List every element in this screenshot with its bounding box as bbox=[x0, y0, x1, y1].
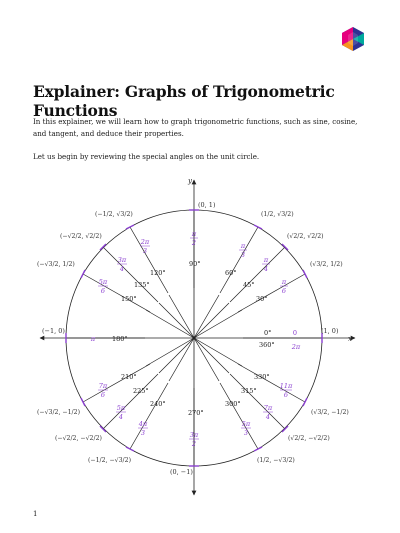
rad-3pi-2-num: 3π bbox=[189, 431, 199, 439]
deg-330: 330° bbox=[254, 373, 270, 381]
rad-2pi-3-num: 2π bbox=[140, 238, 150, 246]
rad-pi-3-den: 3 bbox=[240, 251, 246, 259]
coord-q2-150: (−√3/2, 1/2) bbox=[37, 261, 75, 268]
rad-2pi: 2π bbox=[291, 343, 301, 351]
rad-7pi-4-den: 4 bbox=[265, 413, 271, 421]
intro-paragraph: In this explainer, we will learn how to graph trigonometric functions, such as sine, cosine, and tangent, and deduce their properties. bbox=[33, 117, 358, 138]
deg-45: 45° bbox=[243, 281, 255, 289]
rad-5pi-6-num: 5π bbox=[98, 278, 108, 286]
deg-315: 315° bbox=[241, 387, 257, 395]
deg-30: 30° bbox=[256, 295, 268, 303]
rad-5pi-4-den: 4 bbox=[118, 413, 124, 421]
rad-3pi-4-den: 4 bbox=[119, 265, 125, 273]
rad-11pi-6-den: 6 bbox=[283, 391, 289, 399]
deg-120: 120° bbox=[150, 269, 166, 277]
deg-225: 225° bbox=[133, 387, 149, 395]
deg-150: 150° bbox=[121, 295, 137, 303]
coord-bottom: (0, −1) bbox=[170, 468, 193, 476]
coord-q2-120: (−1/2, √3/2) bbox=[95, 211, 133, 218]
rad-pi-2-num: π bbox=[191, 230, 197, 238]
rad-3pi-4-num: 3π bbox=[117, 256, 127, 264]
rad-pi-6-den: 6 bbox=[281, 287, 287, 295]
coord-q3-210: (−√3/2, −1/2) bbox=[37, 409, 80, 416]
deg-210: 210° bbox=[121, 373, 137, 381]
coord-q3-225: (−√2/2, −√2/2) bbox=[55, 435, 102, 442]
deg-360: 360° bbox=[259, 341, 275, 349]
coord-q4-300: (1/2, −√3/2) bbox=[257, 457, 295, 464]
rad-4pi-3-den: 3 bbox=[140, 429, 146, 437]
page-number: 1 bbox=[33, 510, 38, 518]
rad-5pi-4-num: 5π bbox=[116, 404, 126, 412]
deg-135: 135° bbox=[134, 281, 150, 289]
coord-q1-45: (√2/2, √2/2) bbox=[287, 233, 324, 240]
rad-7pi-6-num: 7π bbox=[98, 382, 108, 390]
rad-2pi-3-den: 3 bbox=[142, 247, 148, 255]
rad-0: 0 bbox=[292, 329, 298, 337]
rad-pi-4-den: 4 bbox=[263, 265, 269, 273]
coord-q4-330: (√3/2, −1/2) bbox=[311, 409, 349, 416]
deg-90: 90° bbox=[189, 260, 201, 268]
deg-270: 270° bbox=[188, 409, 204, 417]
deg-0: 0° bbox=[264, 329, 272, 337]
coord-top: (0, 1) bbox=[198, 201, 216, 209]
rad-pi-2-den: 2 bbox=[191, 239, 197, 247]
deg-60: 60° bbox=[225, 269, 237, 277]
rad-pi-6-num: π bbox=[281, 278, 287, 286]
rad-7pi-6-den: 6 bbox=[100, 391, 106, 399]
rad-7pi-4-num: 7π bbox=[263, 404, 273, 412]
coord-left: (−1, 0) bbox=[42, 327, 65, 335]
coord-q4-315: (√2/2, −√2/2) bbox=[288, 435, 330, 442]
deg-240: 240° bbox=[150, 400, 166, 408]
coord-q2-135: (−√2/2, √2/2) bbox=[60, 233, 102, 240]
coord-q1-30: (√3/2, 1/2) bbox=[310, 261, 343, 268]
rad-pi-3-num: π bbox=[240, 242, 246, 250]
rad-5pi-3-den: 3 bbox=[243, 429, 249, 437]
deg-180: 180° bbox=[112, 335, 128, 343]
coord-right: (1, 0) bbox=[321, 327, 339, 335]
coord-q1-60: (1/2, √3/2) bbox=[261, 211, 294, 218]
deg-300: 300° bbox=[225, 400, 241, 408]
rad-pi-4-num: π bbox=[263, 256, 269, 264]
rad-11pi-6-num: 11π bbox=[279, 382, 293, 390]
rad-pi: π bbox=[90, 335, 96, 343]
angle-spokes bbox=[66, 210, 322, 466]
rad-4pi-3-num: 4π bbox=[138, 420, 148, 428]
page-title: Explainer: Graphs of Trigonometric Functions bbox=[33, 82, 335, 120]
lead-paragraph: Let us begin by reviewing the special angles on the unit circle. bbox=[33, 152, 260, 161]
rad-5pi-3-num: 5π bbox=[241, 420, 251, 428]
rad-5pi-6-den: 6 bbox=[100, 287, 106, 295]
y-axis-label: y bbox=[188, 177, 192, 185]
x-axis-label: x bbox=[348, 335, 352, 343]
coord-q3-240: (−1/2, −√3/2) bbox=[88, 457, 131, 464]
rad-3pi-2-den: 2 bbox=[191, 440, 197, 448]
